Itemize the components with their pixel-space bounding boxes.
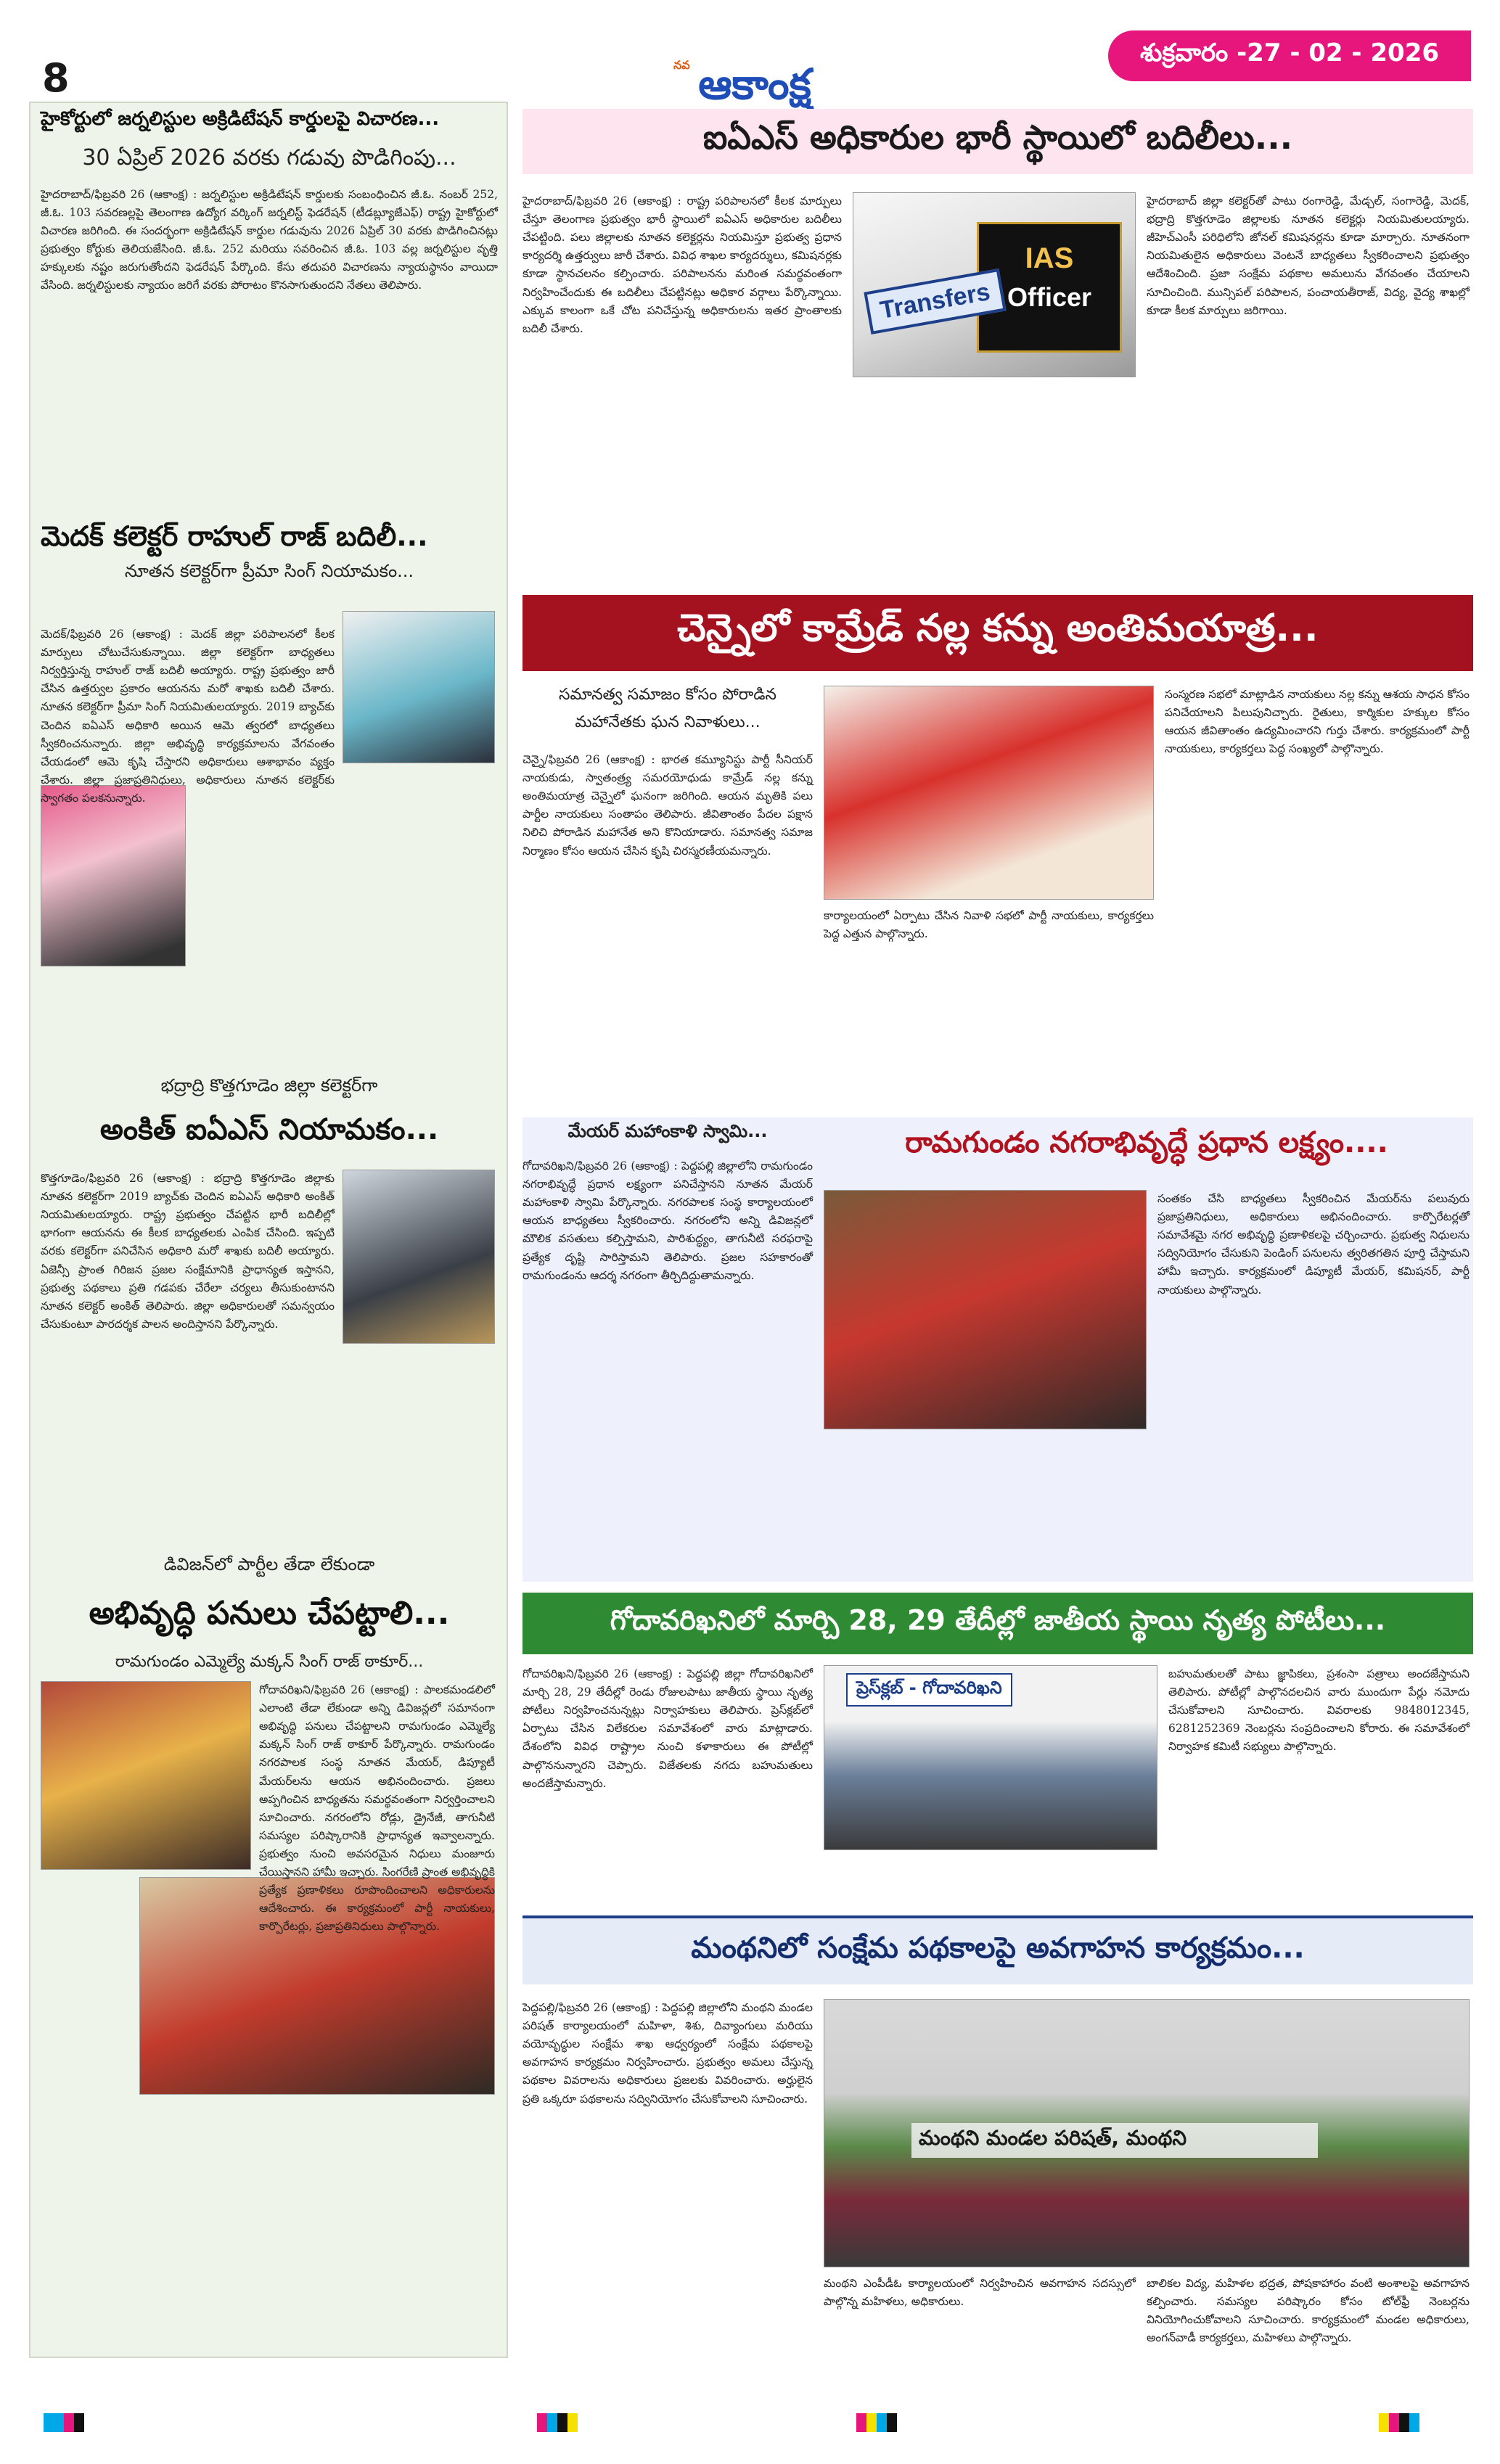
story-medak-collector xyxy=(41,520,498,586)
story-body: హైదరాబాద్/ఫిబ్రవరి 26 (ఆకాంక్ష) : జర్నలిస్టుల అక్రిడిటేషన్ కార్డులకు సంబంధించిన జీ.ఓ. నంబర్ 252, జీ.ఓ. 103 సవరణల్లపై తెలంగాణ ఉద్యోగ వర్కింగ్ జర్నలిస్ట్ ఫెడరేషన్ (టీడబ్ల్యూజేఎఫ్) రాష్ట్ర హైకోర్టులో విచారణ జరిగింది. ఈ సందర్భంగా అక్రిడిటేషన్ కార్డుల గడువును 2026 ఏప్రిల్ 30 వరకు పొడిగించినట్లు ప్రభుత్వం కోర్టుకు తెలియజేసింది. జీ.ఓ. 252 మరియు సవరించిన జీ.ఓ. 103 వల్ల జర్నలిస్టుల వృత్తి హక్కులకు నష్టం జరుగుతోందని ఫెడరేషన్ పేర్కొంది. కేసు తదుపరి విచారణను న్యాయస్థానం వాయిదా వేసింది. జర్నలిస్టులకు న్యాయం జరిగే వరకు పోరాటం కొనసాగుతుందని నేతలు తెలిపారు. xyxy=(41,187,498,292)
logo-text: ఆకాంక్ష xyxy=(698,59,811,109)
photo-prima-singh xyxy=(41,785,186,966)
story-mla-development xyxy=(41,1554,498,1675)
story-body-ramagundam-left: గోదావరిఖని/ఫిబ్రవరి 26 (ఆకాంక్ష) : పెద్దపల్లి జిల్లాలోని రామగుండం నగరాభివృద్ధే ప్రధాన లక్ష్యంగా పనిచేస్తానని నూతన మేయర్ మహాంకాళి స్వామి పేర్కొన్నారు. నగరపాలక సంస్థ కార్యాలయంలో ఆయన బాధ్యతలు స్వీకరించారు. నగరంలోని అన్ని డివిజన్లలో మౌలిక వసతులు కల్పిస్తామని, పారిశుద్ధ్యం, తాగునీటి సరఫరాపై ప్రత్యేక దృష్టి సారిస్తామని తెలిపారు. ప్రజల సహకారంతో రామగుండంను ఆదర్శ నగరంగా తీర్చిదిద్దుతామన్నారు. xyxy=(522,1159,813,1282)
color-registration-bar-mid2 xyxy=(856,2413,897,2432)
story-ankit-ias xyxy=(41,1075,498,1154)
color-registration-bar-right xyxy=(1379,2413,1419,2432)
photo-press-meet xyxy=(824,1665,1157,1850)
headline-chennai: చెన్నైలో కామ్రేడ్ నల్ల కన్ను అంతిమయాత్ర... xyxy=(522,595,1473,671)
photo-awareness-program xyxy=(824,1999,1470,2267)
story-subhead: రామగుండం ఎమ్మెల్యే మక్కన్ సింగ్ రాజ్ ఠాకూర్... xyxy=(115,1653,424,1671)
color-registration-bar-mid1 xyxy=(537,2413,578,2432)
story-body-medak-part1: మెదక్/ఫిబ్రవరి 26 (ఆకాంక్ష) : మెదక్ జిల్లా పరిపాలనలో కీలక మార్పులు చోటుచేసుకున్నాయి. జిల్లా కలెక్టర్‌గా బాధ్యతలు నిర్వర్తిస్తున్న రాహుల్ రాజ్ బదిలీ అయ్యారు. రాష్ట్ర ప్రభుత్వం జారీ చేసిన ఉత్తర్వుల ప్రకారం ఆయనను మరో శాఖకు బదిలీ చేశారు. నూతన కలెక్టర్‌గా ప్రీమా సింగ్ నియమితులయ్యారు. 2019 బ్యాచ్‌కు చెందిన ఐఏఎస్ అధికారి అయిన ఆమె త్వరలో బాధ్యతలు స్వీకరించనున్నారు. జిల్లా అభివృద్ధి కార్యక్రమాలను వేగవంతం చేయడంలో ఆమె కృషి చేస్తారని అధికారులు ఆశాభావం వ్యక్తం చేశారు. జిల్లా ప్రజాప్రతినిధులు, అధికారులు నూతన కలెక్టర్‌కు స్వాగతం పలకనున్నారు. xyxy=(41,628,335,805)
headline-dance-competition: గోదావరిఖనిలో మార్చి 28, 29 తేదీల్లో జాతీయ స్థాయి నృత్య పోటీలు... xyxy=(522,1593,1473,1654)
story-body-manthani-right: బాలికల విద్య, మహిళల భద్రత, పోషకాహారం వంటి అంశాలపై అవగాహన కల్పించారు. సమస్యల పరిష్కారం కోసం టోల్‌ఫ్రీ నెంబర్లను వినియోగించుకోవాలని సూచించారు. కార్యక్రమంలో మండల అధికారులు, అంగన్‌వాడీ కార్యకర్తలు, మహిళలు పాల్గొన్నారు. xyxy=(1147,2277,1470,2345)
color-registration-bar-left xyxy=(44,2413,84,2432)
story-accreditation xyxy=(41,107,498,295)
photo-ias-transfers xyxy=(853,192,1136,377)
photo-caption-chennai: కార్యాలయంలో ఏర్పాటు చేసిన నివాళి సభలో పార్టీ నాయకులు, కార్యకర్తలు పెద్ద ఎత్తున పాల్గొన్నారు. xyxy=(824,909,1154,941)
story-subhead: 30 ఏప్రిల్ 2026 వరకు గడువు పొడిగింపు... xyxy=(82,144,456,171)
story-body-chennai-right: సంస్మరణ సభలో మాట్లాడిన నాయకులు నల్ల కన్ను ఆశయ సాధన కోసం పనిచేయాలని పిలుపునిచ్చారు. రైతులు, కార్మికుల హక్కుల కోసం ఆయన జీవితాంతం ఉద్యమించారని గుర్తు చేశారు. కార్యక్రమంలో పార్టీ నాయకులు, కార్యకర్తలు పెద్ద సంఖ్యలో పాల్గొన్నారు. xyxy=(1165,688,1470,756)
page-number: 8 xyxy=(42,55,70,101)
story-headline: అంకిత్ ఐఏఎస్ నియామకం... xyxy=(99,1113,439,1146)
story-subhead: నూతన కలెక్టర్‌గా ప్రీమా సింగ్ నియామకం... xyxy=(124,560,414,581)
press-club-banner: ప్రెస్‌క్లబ్ - గోదావరిఖని xyxy=(846,1673,1012,1707)
story-chennai-subhead xyxy=(522,686,813,735)
story-kicker: డివిజన్‌లో పార్టీల తేడా లేకుండా xyxy=(163,1554,375,1574)
story-ramagundam-kicker xyxy=(522,1121,813,1146)
story-body-mla: గోదావరిఖని/ఫిబ్రవరి 26 (ఆకాంక్ష) : పాలకమండలిలో ఎలాంటి తేడా లేకుండా అన్ని డివిజన్లలో సమానంగా అభివృద్ధి పనులు చేపట్టాలని రామగుండం ఎమ్మెల్యే మక్కన్ సింగ్ రాజ్ ఠాకూర్ పేర్కొన్నారు. రామగుండం నగరపాలక సంస్థ నూతన మేయర్, డిప్యూటీ మేయర్‌లను ఆయన అభినందించారు. ప్రజలు అప్పగించిన బాధ్యతను సమర్థవంతంగా నిర్వర్తించాలని సూచించారు. నగరంలోని రోడ్లు, డ్రైనేజీ, తాగునీటి సమస్యల పరిష్కారానికి ప్రాధాన్యత ఇవ్వాలన్నారు. ప్రభుత్వం నుంచి అవసరమైన నిధులు మంజూరు చేయిస్తానని హామీ ఇచ్చారు. సింగరేణి ప్రాంత అభివృద్ధికి ప్రత్యేక ప్రణాళికలు రూపొందించాలని అధికారులను ఆదేశించారు. ఈ కార్యక్రమంలో పార్టీ నాయకులు, కార్పొరేటర్లు, ప్రజాప్రతినిధులు పాల్గొన్నారు. xyxy=(259,1683,495,1934)
story-headline: హైకోర్టులో జర్నలిస్టుల అక్రిడిటేషన్ కార్డులపై విచారణ... xyxy=(41,108,440,130)
photo-mayor-signing xyxy=(824,1190,1147,1429)
story-body-ias-right: హైదరాబాద్ జిల్లా కలెక్టర్‌తో పాటు రంగారెడ్డి, మేడ్చల్, సంగారెడ్డి, మెదక్, భద్రాద్రి కొత్తగూడెం జిల్లాలకు నూతన కలెక్టర్లు నియమితులయ్యారు. జీహెచ్ఎంసీ పరిధిలోని జోనల్ కమిషనర్లను కూడా మార్చారు. నూతనంగా నియమితులైన అధికారులు వెంటనే బాధ్యతలు స్వీకరించాలని ప్రభుత్వం ఆదేశించింది. ప్రజా సంక్షేమ పథకాల అమలును వేగవంతం చేయాలని సూచించింది. మున్సిపల్ పరిపాలన, పంచాయతీరాజ్, విద్య, వైద్య శాఖల్లో కూడా కీలక మార్పులు జరిగాయి. xyxy=(1147,194,1470,317)
photo-mla-greeting xyxy=(41,1681,251,1870)
story-body-ankit: కొత్తగూడెం/ఫిబ్రవరి 26 (ఆకాంక్ష) : భద్రాద్రి కొత్తగూడెం జిల్లాకు నూతన కలెక్టర్‌గా 2019 బ్యాచ్‌కు చెందిన ఐఏఎస్ అధికారి అంకిత్ నియమితులయ్యారు. రాష్ట్ర ప్రభుత్వం చేపట్టిన భారీ బదిలీల్లో భాగంగా ఆయనను ఈ కీలక బాధ్యతలకు ఎంపిక చేసింది. ఇప్పటి వరకు కలెక్టర్‌గా పనిచేసిన అధికారి మరో శాఖకు బదిలీ అయ్యారు. ఏజెన్సీ ప్రాంత గిరిజన ప్రజల సంక్షేమానికి ప్రాధాన్యత ఇస్తానని, ప్రభుత్వ పథకాలు ప్రతి గడపకు చేరేలా చర్యలు తీసుకుంటానని నూతన కలెక్టర్ అంకిత్ తెలిపారు. జిల్లా అధికారులతో సమన్వయం చేసుకుంటూ పారదర్శక పాలన అందిస్తానని పేర్కొన్నారు. xyxy=(41,1172,335,1331)
story-body-ramagundam-right: సంతకం చేసి బాధ్యతలు స్వీకరించిన మేయర్‌ను పలువురు ప్రజాప్రతినిధులు, అధికారులు అభినందించారు. కార్పొరేటర్లతో సమావేశమై నగర అభివృద్ధి ప్రణాళికలపై చర్చించారు. ప్రభుత్వ నిధులను సద్వినియోగం చేసుకుని పెండింగ్ పనులను త్వరితగతిన పూర్తి చేస్తామని హామీ ఇచ్చారు. కార్యక్రమంలో డిప్యూటీ మేయర్, కమిషనర్, పార్టీ నాయకులు పాల్గొన్నారు. xyxy=(1157,1192,1470,1297)
date-banner: శుక్రవారం -27 - 02 - 2026 xyxy=(1108,30,1471,81)
headline-ramagundam: రామగుండం నగరాభివృద్ధే ప్రధాన లక్ష్యం.... xyxy=(905,1126,1388,1159)
photo-caption-manthani: మంథని ఎంపీడీఓ కార్యాలయంలో నిర్వహించిన అవగాహన సదస్సులో పాల్గొన్న మహిళలు, అధికారులు. xyxy=(824,2277,1136,2309)
mandal-parishad-banner: మంథని మండల పరిషత్, మంథని xyxy=(911,2123,1318,2158)
subhead-line1: సమానత్వ సమాజం కోసం పోరాడిన xyxy=(559,686,776,704)
story-body-dance-left: గోదావరిఖని/ఫిబ్రవరి 26 (ఆకాంక్ష) : పెద్దపల్లి జిల్లా గోదావరిఖనిలో మార్చి 28, 29 తేదీల్లో రెండు రోజులపాటు జాతీయ స్థాయి నృత్య పోటీలు నిర్వహించనున్నట్లు నిర్వాహకులు తెలిపారు. ప్రెస్‌క్లబ్‌లో ఏర్పాటు చేసిన విలేకరుల సమావేశంలో వారు మాట్లాడారు. దేశంలోని వివిధ రాష్ట్రాల నుంచి కళాకారులు ఈ పోటీల్లో పాల్గొననున్నారని చెప్పారు. విజేతలకు నగదు బహుమతులు అందజేస్తామన్నారు. xyxy=(522,1667,813,1790)
story-kicker: భద్రాద్రి కొత్తగూడెం జిల్లా కలెక్టర్‌గా xyxy=(160,1075,378,1096)
ias-sign-top: IAS xyxy=(1025,242,1074,274)
right-column xyxy=(522,102,1473,2358)
story-body-manthani-left: పెద్దపల్లి/ఫిబ్రవరి 26 (ఆకాంక్ష) : పెద్దపల్లి జిల్లాలోని మంథని మండల పరిషత్ కార్యాలయంలో మహిళా, శిశు, దివ్యాంగులు మరియు వయోవృద్ధుల సంక్షేమ శాఖ ఆధ్వర్యంలో సంక్షేమ పథకాలపై అవగాహన కార్యక్రమం నిర్వహించారు. ప్రభుత్వం అమలు చేస్తున్న పథకాల వివరాలను అధికారులు ప్రజలకు వివరించారు. అర్హులైన ప్రతి ఒక్కరూ పథకాలను సద్వినియోగం చేసుకోవాలని సూచించారు. xyxy=(522,2001,813,2106)
subhead-line2: మహానేతకు ఘన నివాళులు... xyxy=(575,713,761,731)
story-kicker: మేయర్ మహాంకాళి స్వామి... xyxy=(567,1121,768,1141)
headline-ias-transfers: ఐఏఎస్ అధికారుల భారీ స్థాయిలో బదిలీలు... xyxy=(522,109,1473,174)
headline-manthani: మంథనిలో సంక్షేమ పథకాలపై అవగాహన కార్యక్రమం... xyxy=(522,1915,1473,1984)
photo-rahul-raj xyxy=(343,611,495,763)
story-headline: మెదక్ కలెక్టర్ రాహుల్ రాజ్ బదిలీ... xyxy=(41,520,428,552)
logo-superscript: నవ xyxy=(673,58,690,72)
left-column xyxy=(29,102,508,2358)
transfers-stamp: Transfers xyxy=(864,268,1006,334)
story-body-chennai-left: చెన్నై/ఫిబ్రవరి 26 (ఆకాంక్ష) : భారత కమ్యూనిస్టు పార్టీ సీనియర్ నాయకుడు, స్వాతంత్ర్య సమరయోధుడు కామ్రేడ్ నల్ల కన్ను అంతిమయాత్ర చెన్నైలో ఘనంగా జరిగింది. ఆయన మృతికి పలు పార్టీల నాయకులు సంతాపం తెలిపారు. జీవితాంతం పేదల పక్షాన నిలిచి పోరాడిన మహానేత అని కొనియాడారు. సమానత్వ సమాజ నిర్మాణం కోసం ఆయన చేసిన కృషి చిరస్మరణీయమన్నారు. xyxy=(522,753,813,858)
ias-sign-bottom: Officer xyxy=(1007,282,1092,312)
photo-chennai-tribute xyxy=(824,686,1154,900)
story-body-ias-left: హైదరాబాద్/ఫిబ్రవరి 26 (ఆకాంక్ష) : రాష్ట్ర పరిపాలనలో కీలక మార్పులు చేస్తూ తెలంగాణ ప్రభుత్వం భారీ స్థాయిలో ఐఏఎస్ అధికారుల బదిలీలు చేపట్టింది. పలు జిల్లాలకు నూతన కలెక్టర్లను నియమిస్తూ ప్రభుత్వ ప్రధాన కార్యదర్శి ఉత్తర్వులు జారీ చేశారు. వివిధ శాఖల కార్యదర్శులు, కమిషనర్లకు కూడా స్థానచలనం కల్పించారు. పరిపాలనను మరింత సమర్థవంతంగా నిర్వహించేందుకు ఈ బదిలీలు చేపట్టినట్లు అధికార వర్గాలు పేర్కొన్నాయి. ఎక్కువ కాలంగా ఒకే చోట పనిచేస్తున్న అధికారులను ఇతర ప్రాంతాలకు బదిలీ చేశారు. xyxy=(522,194,842,335)
photo-ankit xyxy=(343,1170,495,1344)
story-body-dance-right: బహుమతులతో పాటు జ్ఞాపికలు, ప్రశంసా పత్రాలు అందజేస్తామని తెలిపారు. పోటీల్లో పాల్గొనదలచిన వారు ముందుగా పేర్లు నమోదు చేసుకోవాలని సూచించారు. వివరాలకు 9848012345, 6281252369 నెంబర్లను సంప్రదించాలని కోరారు. ఈ సమావేశంలో నిర్వాహక కమిటీ సభ్యులు పాల్గొన్నారు. xyxy=(1168,1667,1470,1754)
story-headline: అభివృద్ధి పనులు చేపట్టాలి... xyxy=(89,1595,450,1632)
